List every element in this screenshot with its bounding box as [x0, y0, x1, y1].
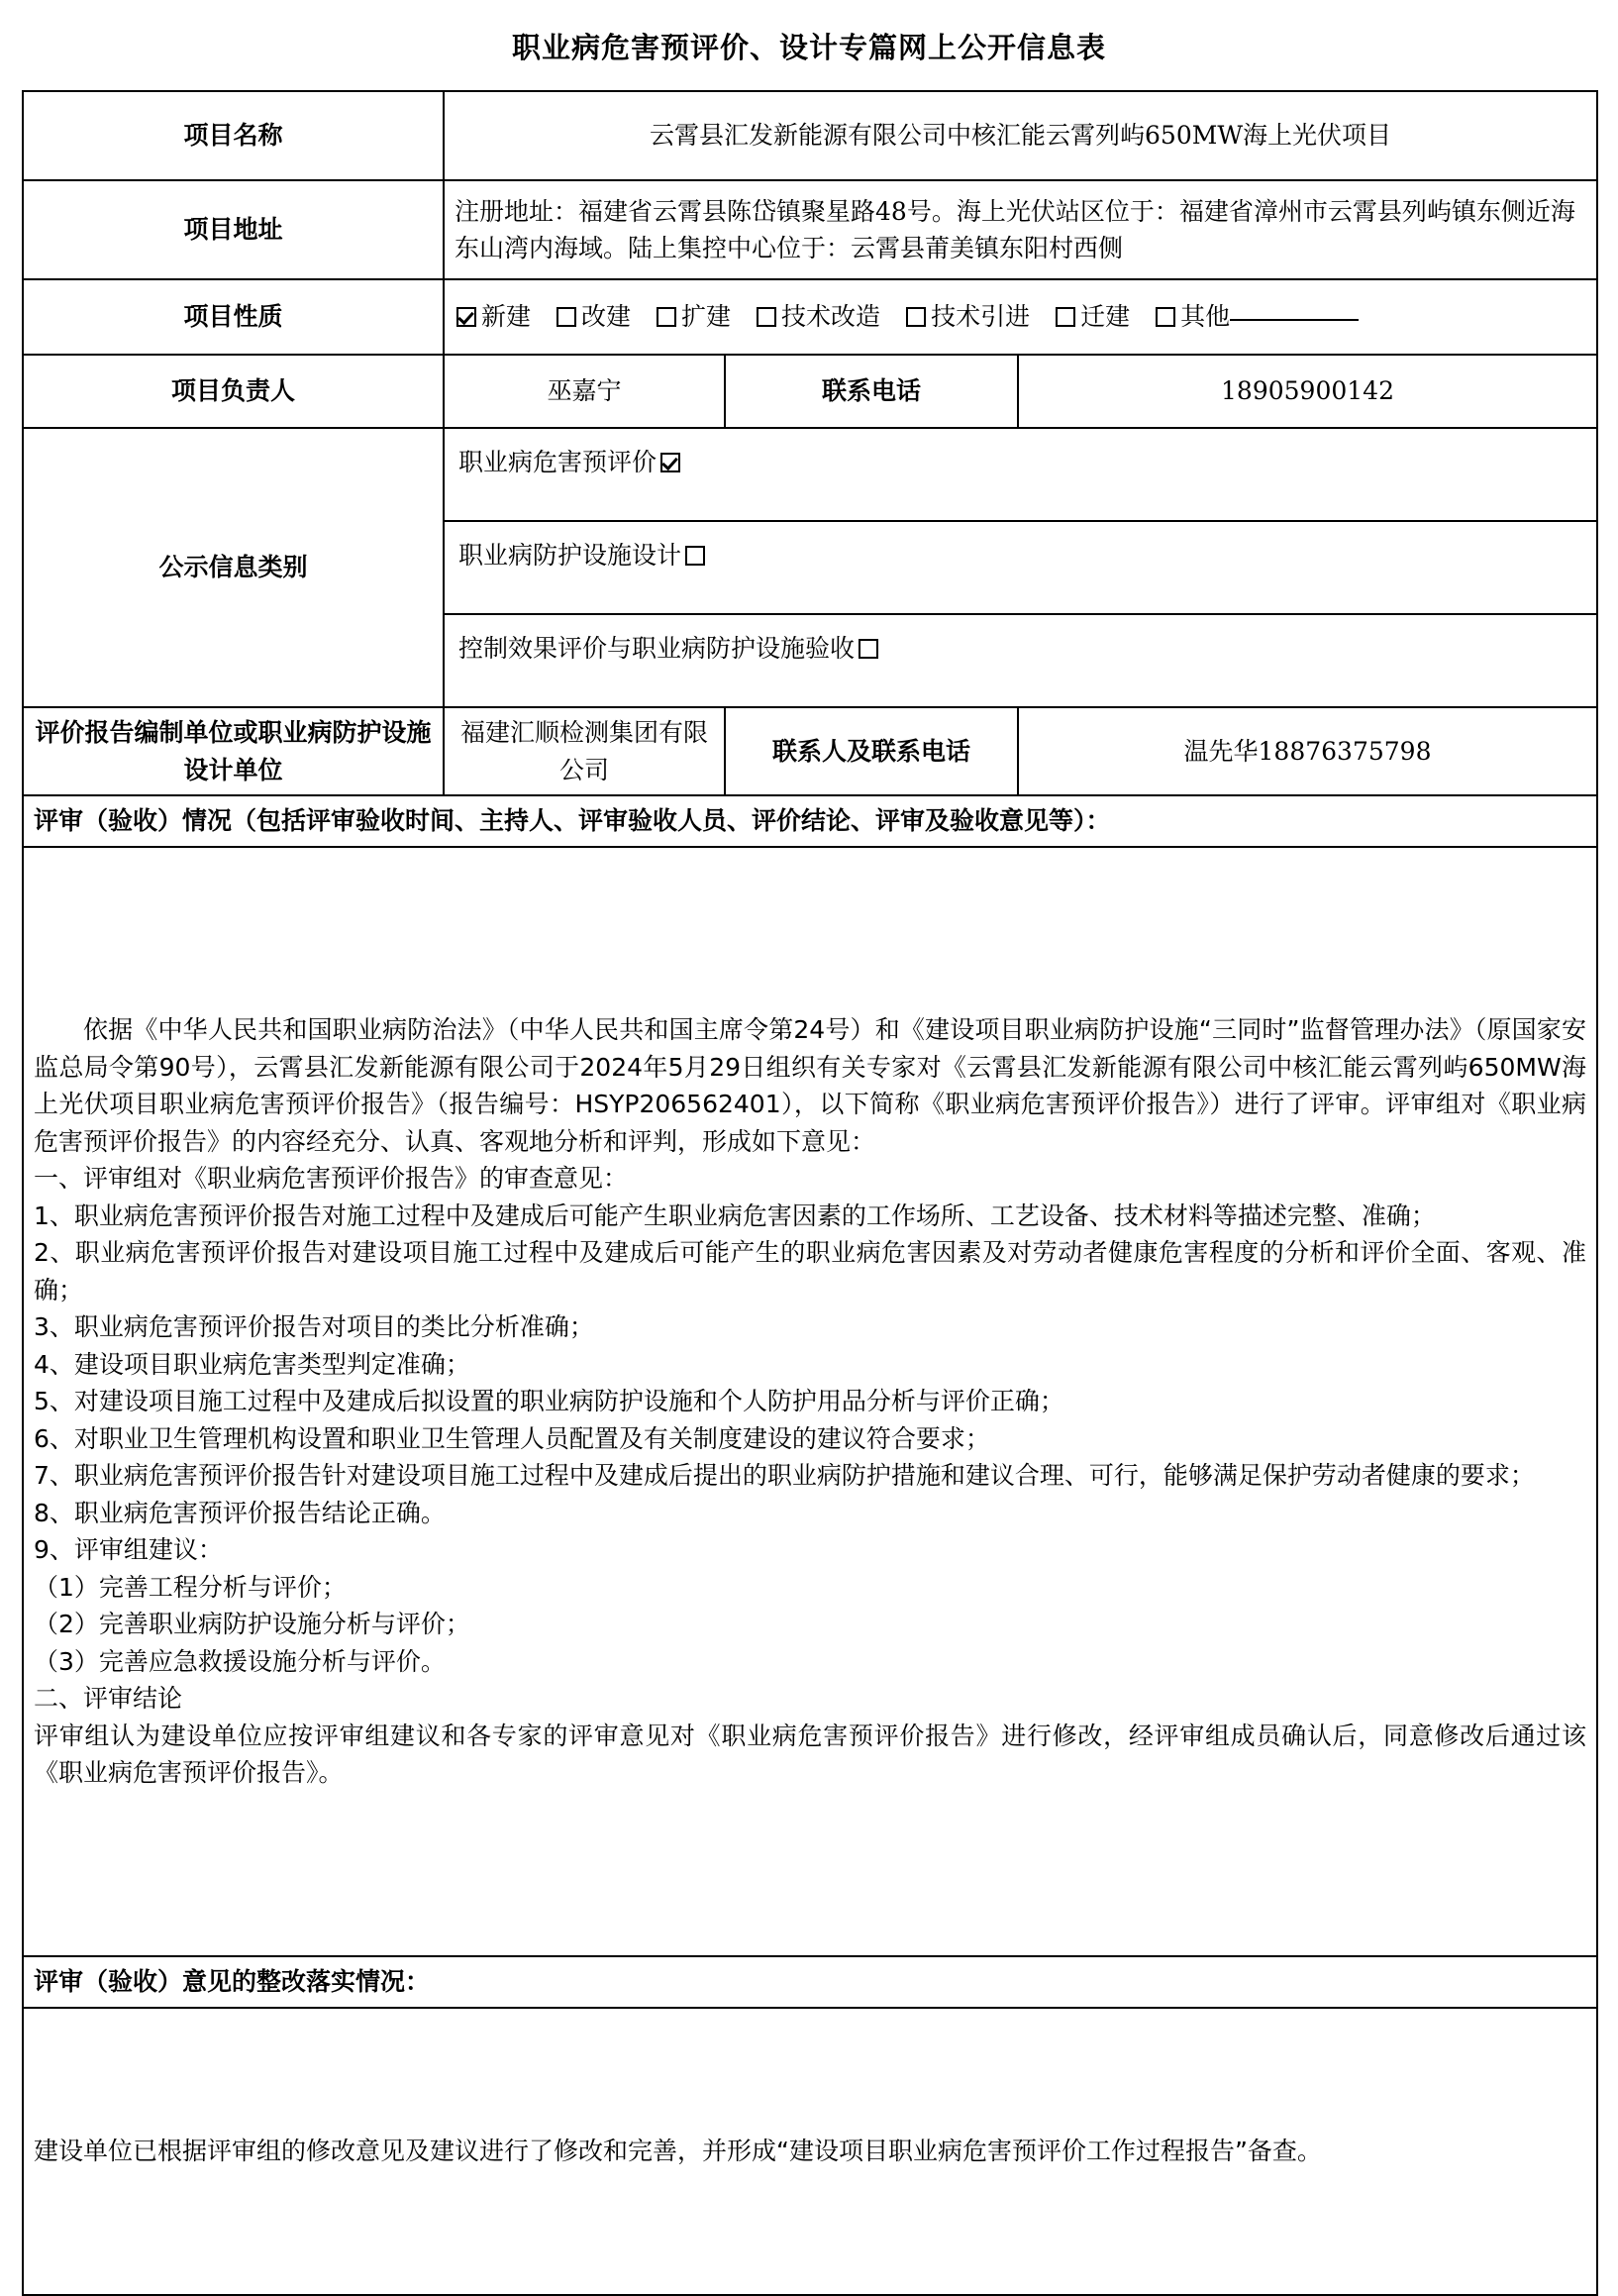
checkbox-checked-icon[interactable] — [660, 453, 680, 472]
label-contact-phone: 联系电话 — [725, 355, 1018, 428]
nature-option-label: 改建 — [581, 302, 632, 332]
row-evaluation-unit — [23, 707, 1597, 795]
checkbox-icon[interactable] — [1156, 307, 1175, 327]
category-option-effect-acceptance[interactable] — [445, 615, 1596, 706]
review-paragraph: （3）完善应急救援设施分析与评价。 — [34, 1646, 446, 1676]
nature-option-label: 扩建 — [681, 302, 732, 332]
row-public-info-category — [23, 428, 1597, 707]
review-paragraph: （1）完善工程分析与评价； — [34, 1572, 347, 1602]
nature-option-jishugaizao[interactable] — [757, 298, 880, 336]
value-project-address: 注册地址：福建省云霄县陈岱镇聚星路48号。海上光伏站区位于：福建省漳州市云霄县列屿镇东侧近海东山湾内海域。陆上集控中心位于：云霄县莆美镇东阳村西侧 — [444, 180, 1597, 279]
other-fill-in-line[interactable] — [1230, 319, 1359, 321]
checkbox-icon[interactable] — [685, 546, 705, 566]
row-project-name — [23, 91, 1597, 180]
category-option-pre-evaluation[interactable] — [445, 429, 1596, 522]
nature-option-label: 技术改造 — [781, 302, 881, 332]
row-review-heading — [23, 795, 1597, 847]
rectification-section-heading: 评审（验收）意见的整改落实情况： — [23, 1956, 1597, 2008]
category-option-label: 职业病危害预评价 — [458, 448, 657, 476]
label-public-info-category: 公示信息类别 — [23, 428, 444, 707]
page-title: 职业病危害预评价、设计专篇网上公开信息表 — [511, 31, 1106, 64]
review-paragraph: 7、职业病危害预评价报告针对建设项目施工过程中及建成后提出的职业病防护措施和建议合理、可行，能够满足保护劳动者健康的要求； — [34, 1461, 1535, 1491]
value-project-manager: 巫嘉宁 — [444, 355, 725, 428]
review-section-body — [23, 847, 1597, 1956]
review-paragraph: 1、职业病危害预评价报告对施工过程中及建成后可能产生职业病危害因素的工作场所、工艺设备、技术材料等描述完整、准确； — [34, 1200, 1436, 1230]
row-project-manager — [23, 355, 1597, 428]
nature-option-qianjian[interactable] — [1056, 298, 1130, 336]
review-paragraph: 9、评审组建议： — [34, 1535, 223, 1565]
review-paragraph: 6、对职业卫生管理机构设置和职业卫生管理人员配置及有关制度建设的建议符合要求； — [34, 1423, 990, 1453]
public-disclosure-table — [22, 90, 1598, 2296]
review-paragraph: 依据《中华人民共和国职业病防治法》（中华人民共和国主席令第24号）和《建设项目职业病防护设施“三同时”监督管理办法》（原国家安监总局令第90号），云霄县汇发新能源有限公司于2024年5月29日组织有关专家对《云霄县汇发新能源有限公司中核汇能云霄列屿650MW海上光伏项目职业病危害预评价报告》（报告编号：HSYP206562401），以下简称《职业病危害预评价报告》）进行了评审。评审组对《职业病危害预评价报告》的内容经充分、认真、客观地分析和评判，形成如下意见： — [34, 1015, 1587, 1156]
row-rectification-heading — [23, 1956, 1597, 2008]
checkbox-icon[interactable] — [859, 639, 878, 659]
checkbox-icon[interactable] — [757, 307, 776, 327]
value-project-name: 云霄县汇发新能源有限公司中核汇能云霄列屿650MW海上光伏项目 — [444, 91, 1597, 180]
rectification-paragraph: 建设单位已根据评审组的修改意见及建议进行了修改和完善，并形成“建设项目职业病危害预评价工作过程报告”备查。 — [34, 2137, 1322, 2166]
nature-option-label: 其他 — [1180, 302, 1231, 332]
review-paragraph: （2）完善职业病防护设施分析与评价； — [34, 1610, 470, 1639]
value-evaluation-unit: 福建汇顺检测集团有限公司 — [444, 707, 725, 795]
category-option-label: 职业病防护设施设计 — [458, 541, 682, 570]
nature-option-jishuyinjin[interactable] — [906, 298, 1030, 336]
review-section-heading: 评审（验收）情况（包括评审验收时间、主持人、评审验收人员、评价结论、评审及验收意见等）： — [23, 795, 1597, 847]
nature-option-gaijian[interactable] — [556, 298, 631, 336]
label-project-name: 项目名称 — [23, 91, 444, 180]
row-rectification-body — [23, 2008, 1597, 2295]
row-project-nature — [23, 279, 1597, 355]
nature-option-kuojian[interactable] — [657, 298, 731, 336]
label-contact-person: 联系人及联系电话 — [725, 707, 1018, 795]
label-project-nature: 项目性质 — [23, 279, 444, 355]
value-contact-person: 温先华18876375798 — [1018, 707, 1597, 795]
row-review-body — [23, 847, 1597, 1956]
label-project-manager: 项目负责人 — [23, 355, 444, 428]
label-evaluation-unit: 评价报告编制单位或职业病防护设施设计单位 — [23, 707, 444, 795]
nature-option-label: 迁建 — [1080, 302, 1131, 332]
label-project-address: 项目地址 — [23, 180, 444, 279]
value-contact-phone: 18905900142 — [1018, 355, 1597, 428]
category-option-label: 控制效果评价与职业病防护设施验收 — [458, 634, 856, 663]
nature-option-label: 技术引进 — [931, 302, 1031, 332]
review-paragraph: 二、评审结论 — [34, 1684, 183, 1714]
review-paragraph: 3、职业病危害预评价报告对项目的类比分析准确； — [34, 1312, 594, 1342]
rectification-section-body — [23, 2008, 1597, 2295]
review-paragraph: 4、建设项目职业病危害类型判定准确； — [34, 1349, 470, 1379]
review-paragraph: 5、对建设项目施工过程中及建成后拟设置的职业病防护设施和个人防护用品分析与评价正确； — [34, 1387, 1064, 1416]
project-nature-options — [444, 279, 1597, 355]
checkbox-checked-icon[interactable] — [456, 307, 476, 327]
checkbox-icon[interactable] — [657, 307, 676, 327]
checkbox-icon[interactable] — [556, 307, 576, 327]
row-project-address — [23, 180, 1597, 279]
public-info-category-options — [444, 428, 1597, 707]
nature-option-xinjian[interactable] — [456, 298, 531, 336]
nature-option-qita[interactable] — [1156, 298, 1359, 336]
review-paragraph: 2、职业病危害预评价报告对建设项目施工过程中及建成后可能产生的职业病危害因素及对劳动者健康危害程度的分析和评价全面、客观、准确； — [34, 1238, 1587, 1305]
checkbox-icon[interactable] — [906, 307, 926, 327]
checkbox-icon[interactable] — [1056, 307, 1075, 327]
category-option-facility-design[interactable] — [445, 522, 1596, 615]
nature-option-label: 新建 — [481, 302, 532, 332]
review-paragraph: 一、评审组对《职业病危害预评价报告》的审查意见： — [34, 1164, 629, 1194]
review-paragraph: 8、职业病危害预评价报告结论正确。 — [34, 1498, 446, 1527]
review-paragraph: 评审组认为建设单位应按评审组建议和各专家的评审意见对《职业病危害预评价报告》进行修改，经评审组成员确认后，同意修改后通过该《职业病危害预评价报告》。 — [34, 1721, 1587, 1788]
